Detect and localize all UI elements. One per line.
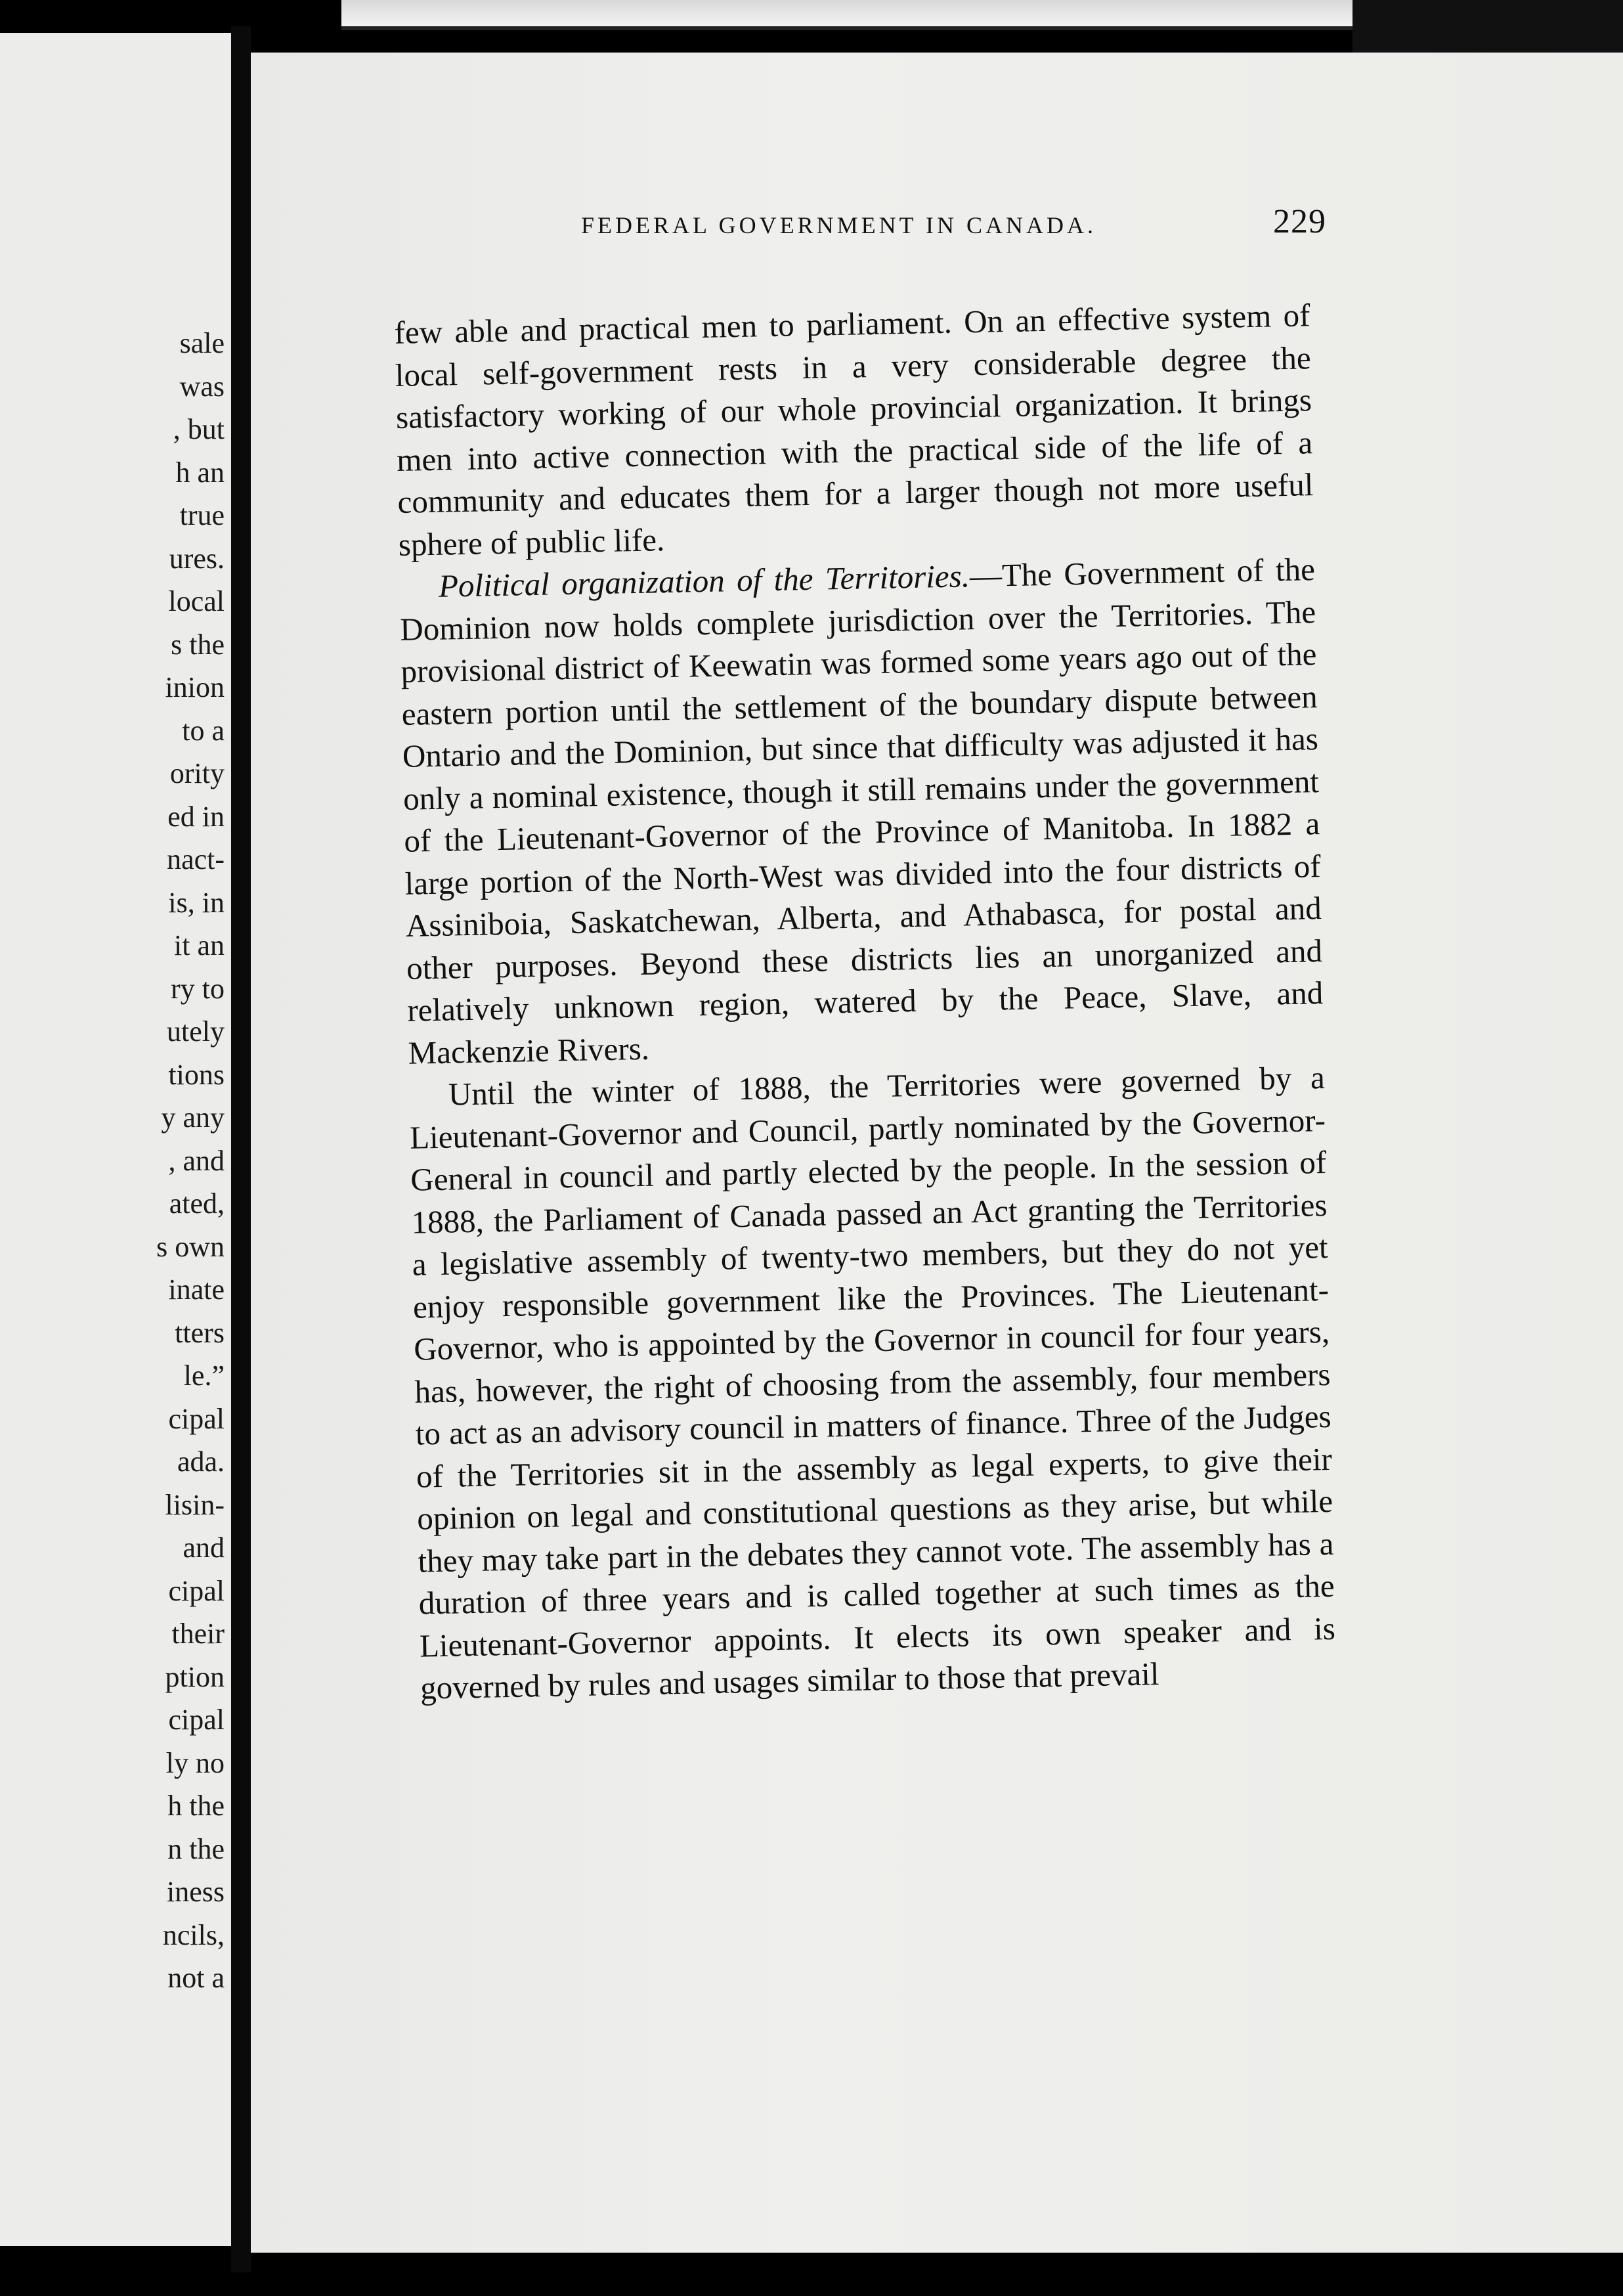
paragraph-2 — [399, 548, 1324, 1074]
book-gutter — [231, 26, 251, 2272]
left-page-fragment: utely — [167, 1015, 225, 1048]
left-page-fragment: ures. — [169, 542, 225, 575]
left-page-fragment: , but — [173, 413, 225, 445]
left-page-fragment: cipal — [168, 1402, 225, 1435]
left-page-fragment: s the — [171, 628, 225, 661]
left-page-fragment: and — [183, 1532, 225, 1564]
left-page-fragment: is, in — [168, 886, 225, 919]
left-page-fragment: ority — [169, 757, 225, 789]
left-page-fragment: true — [179, 499, 225, 531]
scan-border — [1352, 0, 1623, 59]
running-head — [332, 202, 1326, 248]
left-page-fragment: h the — [167, 1790, 225, 1822]
left-page-fragment: to a — [182, 714, 225, 747]
left-page-fragment: ry to — [171, 972, 225, 1005]
left-page-fragment: cipal — [168, 1574, 225, 1607]
left-page-fragment: , and — [168, 1144, 225, 1177]
left-page-fragment: le.” — [183, 1359, 225, 1392]
left-page-fragment: ncils, — [162, 1918, 225, 1951]
left-page-fragment: lisin- — [165, 1488, 225, 1521]
left-page-fragment: their — [171, 1618, 225, 1650]
left-page-fragment: ly no — [165, 1746, 225, 1779]
left-page-fragment: inion — [165, 671, 225, 703]
paragraph-1-text: few able and practical men to parliament. On an effective system of local self-government rests in a very considerable degree the satisfactory working of our whole provincial organization. It brings men into active connection with the practical side of the life of a community and educates them for a larger though not more useful sphere of public life. — [394, 297, 1314, 563]
left-page-fragment: local — [168, 585, 225, 617]
top-page-edge — [341, 0, 1366, 30]
section-heading: Political organization of the Territories. — [438, 558, 970, 604]
left-page-fragment: ption — [165, 1660, 225, 1693]
left-page-fragment: was — [179, 370, 225, 403]
left-page-fragment: s own — [156, 1230, 225, 1263]
paragraph-2-text: —The Government of the Dominion now holds complete jurisdiction over the Territories. The provisional district of Keewatin was formed some years ago out of the eastern portion until the settlement of the boundary dispute between Ontario and the Dominion, but since that difficulty was adjusted it has only a nominal existence, though it still remains under the government of the Lieutenant-Governor of the Province of Manitoba. In 1882 a large portion of the North-West was divided into the four districts of Assiniboia, Saskatchewan, Alberta, and Athabasca, for postal and other purposes. Beyond these districts lies an unorganized and relatively unknown region, watered by the Peace, Slave, and Mackenzie Rivers. — [399, 551, 1324, 1071]
left-page-fragment: y any — [161, 1101, 225, 1134]
left-page-text-fragments — [156, 322, 225, 2000]
left-page-fragment: n the — [167, 1832, 225, 1865]
left-page — [0, 33, 231, 2246]
paragraph-3 — [408, 1057, 1336, 1710]
left-page-fragment: cipal — [168, 1704, 225, 1736]
body-text — [394, 294, 1337, 1710]
left-page-fragment: iness — [167, 1876, 225, 1908]
left-page-fragment: sale — [179, 327, 225, 359]
page-number: 229 — [1273, 203, 1326, 240]
left-page-fragment: h an — [175, 456, 225, 489]
scan-border-bottom — [251, 2253, 1623, 2296]
left-page-fragment: ated, — [169, 1187, 225, 1220]
left-page-fragment: ed in — [167, 800, 225, 833]
left-page-fragment: tters — [175, 1316, 225, 1349]
left-page-fragment: ada. — [177, 1446, 225, 1478]
left-page-fragment: nact- — [167, 843, 225, 875]
left-page-fragment: not a — [167, 1962, 225, 1994]
paragraph-1 — [394, 294, 1314, 566]
paragraph-3-text: Until the winter of 1888, the Territories were governed by a Lieutenant-Governor and Council, partly nominated by the Governor-General in council and partly elected by the people. In the session of 1888, the Parliament of Canada passed an Act granting the Territories a legislative assembly of twenty-two members, but they do not yet enjoy responsible government like the Provinces. The Lieutenant-Governor, who is appointed by the Governor in council for four years, has, however, the right of choosing from the assembly, four members to act as an advisory council in matters of finance. Three of the Judges of the Territories sit in the assembly as legal experts, to give their opinion on legal and constitutional questions as they arise, but while they may take part in the debates they cannot vote. The assembly has a duration of three years and is called together at such times as the Lieutenant-Governor appoints. It elects its own speaker and is governed by rules and usages similar to those that prevail — [409, 1059, 1336, 1706]
left-page-fragment: inate — [168, 1273, 225, 1306]
left-page-fragment: tions — [168, 1058, 225, 1091]
left-page-fragment: it an — [174, 929, 225, 961]
running-head-title: FEDERAL GOVERNMENT IN CANADA. — [581, 212, 1096, 238]
